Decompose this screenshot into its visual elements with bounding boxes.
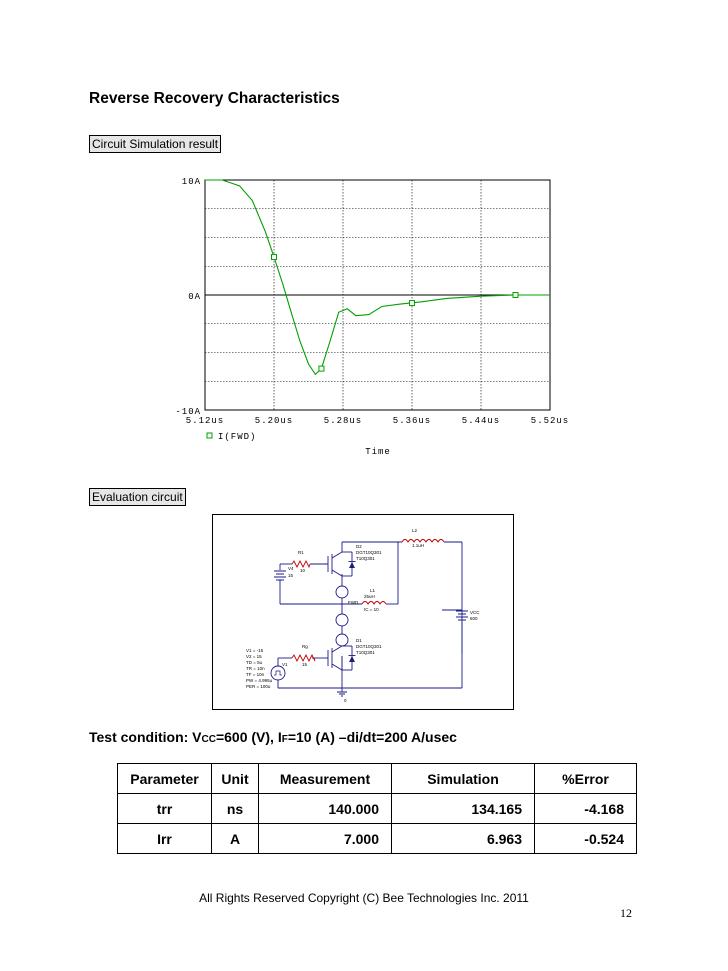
x-axis-label: Time [365, 447, 391, 457]
v1-param: PER = 100u [246, 684, 271, 689]
vcc-label: VCC [470, 610, 480, 615]
cell-unit: ns [212, 794, 259, 824]
table-header-row [118, 764, 637, 794]
evaluation-circuit-label: Evaluation circuit [89, 488, 186, 506]
v1-param: V2 = 15 [246, 654, 262, 659]
table-row [118, 824, 637, 854]
rg-label: Rg [302, 644, 308, 649]
results-table [117, 763, 637, 854]
legend-label: I(FWD) [218, 432, 257, 442]
v1-param: TF = 10n [246, 672, 265, 677]
cell-measurement: 7.000 [259, 824, 392, 854]
page-number: 12 [620, 906, 632, 920]
header-parameter: Parameter [118, 764, 212, 794]
simulation-result-label: Circuit Simulation result [89, 135, 221, 153]
cell-unit: A [212, 824, 259, 854]
d2-part2: T10Q301 [356, 556, 375, 561]
evaluation-circuit-schematic [212, 514, 514, 710]
y-tick-label: 0A [188, 292, 201, 302]
cell-parameter: Irr [118, 824, 212, 854]
l1-value: 25uH [364, 594, 375, 599]
data-point-marker [513, 293, 518, 298]
ground-label: 0 [344, 698, 347, 703]
x-tick-label: 5.36us [392, 416, 432, 426]
d1-part2: T10Q301 [356, 650, 375, 655]
vcc-value: 600 [470, 616, 478, 621]
l1-ic: IC = 10 [364, 607, 379, 612]
table-row [118, 794, 637, 824]
simulation-chart [150, 170, 570, 460]
d1-part: DGT10Q301 [356, 644, 382, 649]
y-tick-label: -10A [175, 407, 201, 417]
cell-measurement: 140.000 [259, 794, 392, 824]
data-point-marker [319, 366, 324, 371]
series-i-fwd-line [205, 180, 550, 374]
v4-value: 15 [288, 573, 294, 578]
v1-param: TD = 5u [246, 660, 263, 665]
cell-error: -0.524 [535, 824, 637, 854]
cell-simulation: 6.963 [392, 824, 535, 854]
v1-param: TR = 10n [246, 666, 265, 671]
data-point-marker [272, 255, 277, 260]
cell-simulation: 134.165 [392, 794, 535, 824]
x-tick-label: 5.52us [530, 416, 570, 426]
d1-label: D1 [356, 638, 362, 643]
x-tick-labels [186, 416, 569, 426]
test-condition: Test condition: VCC=600 (V), IF=10 (A) –di/dt=200 A/usec [89, 729, 457, 745]
header-error: %Error [535, 764, 637, 794]
l2-value: 1.1uH [412, 543, 425, 548]
rg-value: 15 [302, 662, 308, 667]
page-title: Reverse Recovery Characteristics [89, 90, 340, 107]
v1-label: V1 [282, 662, 288, 667]
data-point-marker [410, 301, 415, 306]
x-tick-label: 5.28us [323, 416, 363, 426]
x-tick-label: 5.12us [185, 416, 225, 426]
v4-label: V4 [288, 566, 294, 571]
v1-param: PW = 4.995u [246, 678, 273, 683]
legend-marker-icon [207, 433, 212, 438]
fwd-label: FWD [348, 600, 359, 605]
l2-label: L2 [412, 528, 418, 533]
x-tick-label: 5.20us [254, 416, 294, 426]
y-tick-labels [175, 177, 201, 417]
header-measurement: Measurement [259, 764, 392, 794]
header-unit: Unit [212, 764, 259, 794]
r1-value: 10 [300, 568, 306, 573]
cell-parameter: trr [118, 794, 212, 824]
cell-error: -4.168 [535, 794, 637, 824]
r1-label: R1 [298, 550, 304, 555]
copyright-footer: All Rights Reserved Copyright (C) Bee Technologies Inc. 2011 [199, 891, 529, 905]
header-simulation: Simulation [392, 764, 535, 794]
y-tick-label: 10A [181, 177, 201, 187]
l1-label: L1 [370, 588, 376, 593]
v1-param: V1 = -15 [246, 648, 264, 653]
x-tick-label: 5.44us [461, 416, 501, 426]
d2-part: DGT10Q301 [356, 550, 382, 555]
d2-label: D2 [356, 544, 362, 549]
